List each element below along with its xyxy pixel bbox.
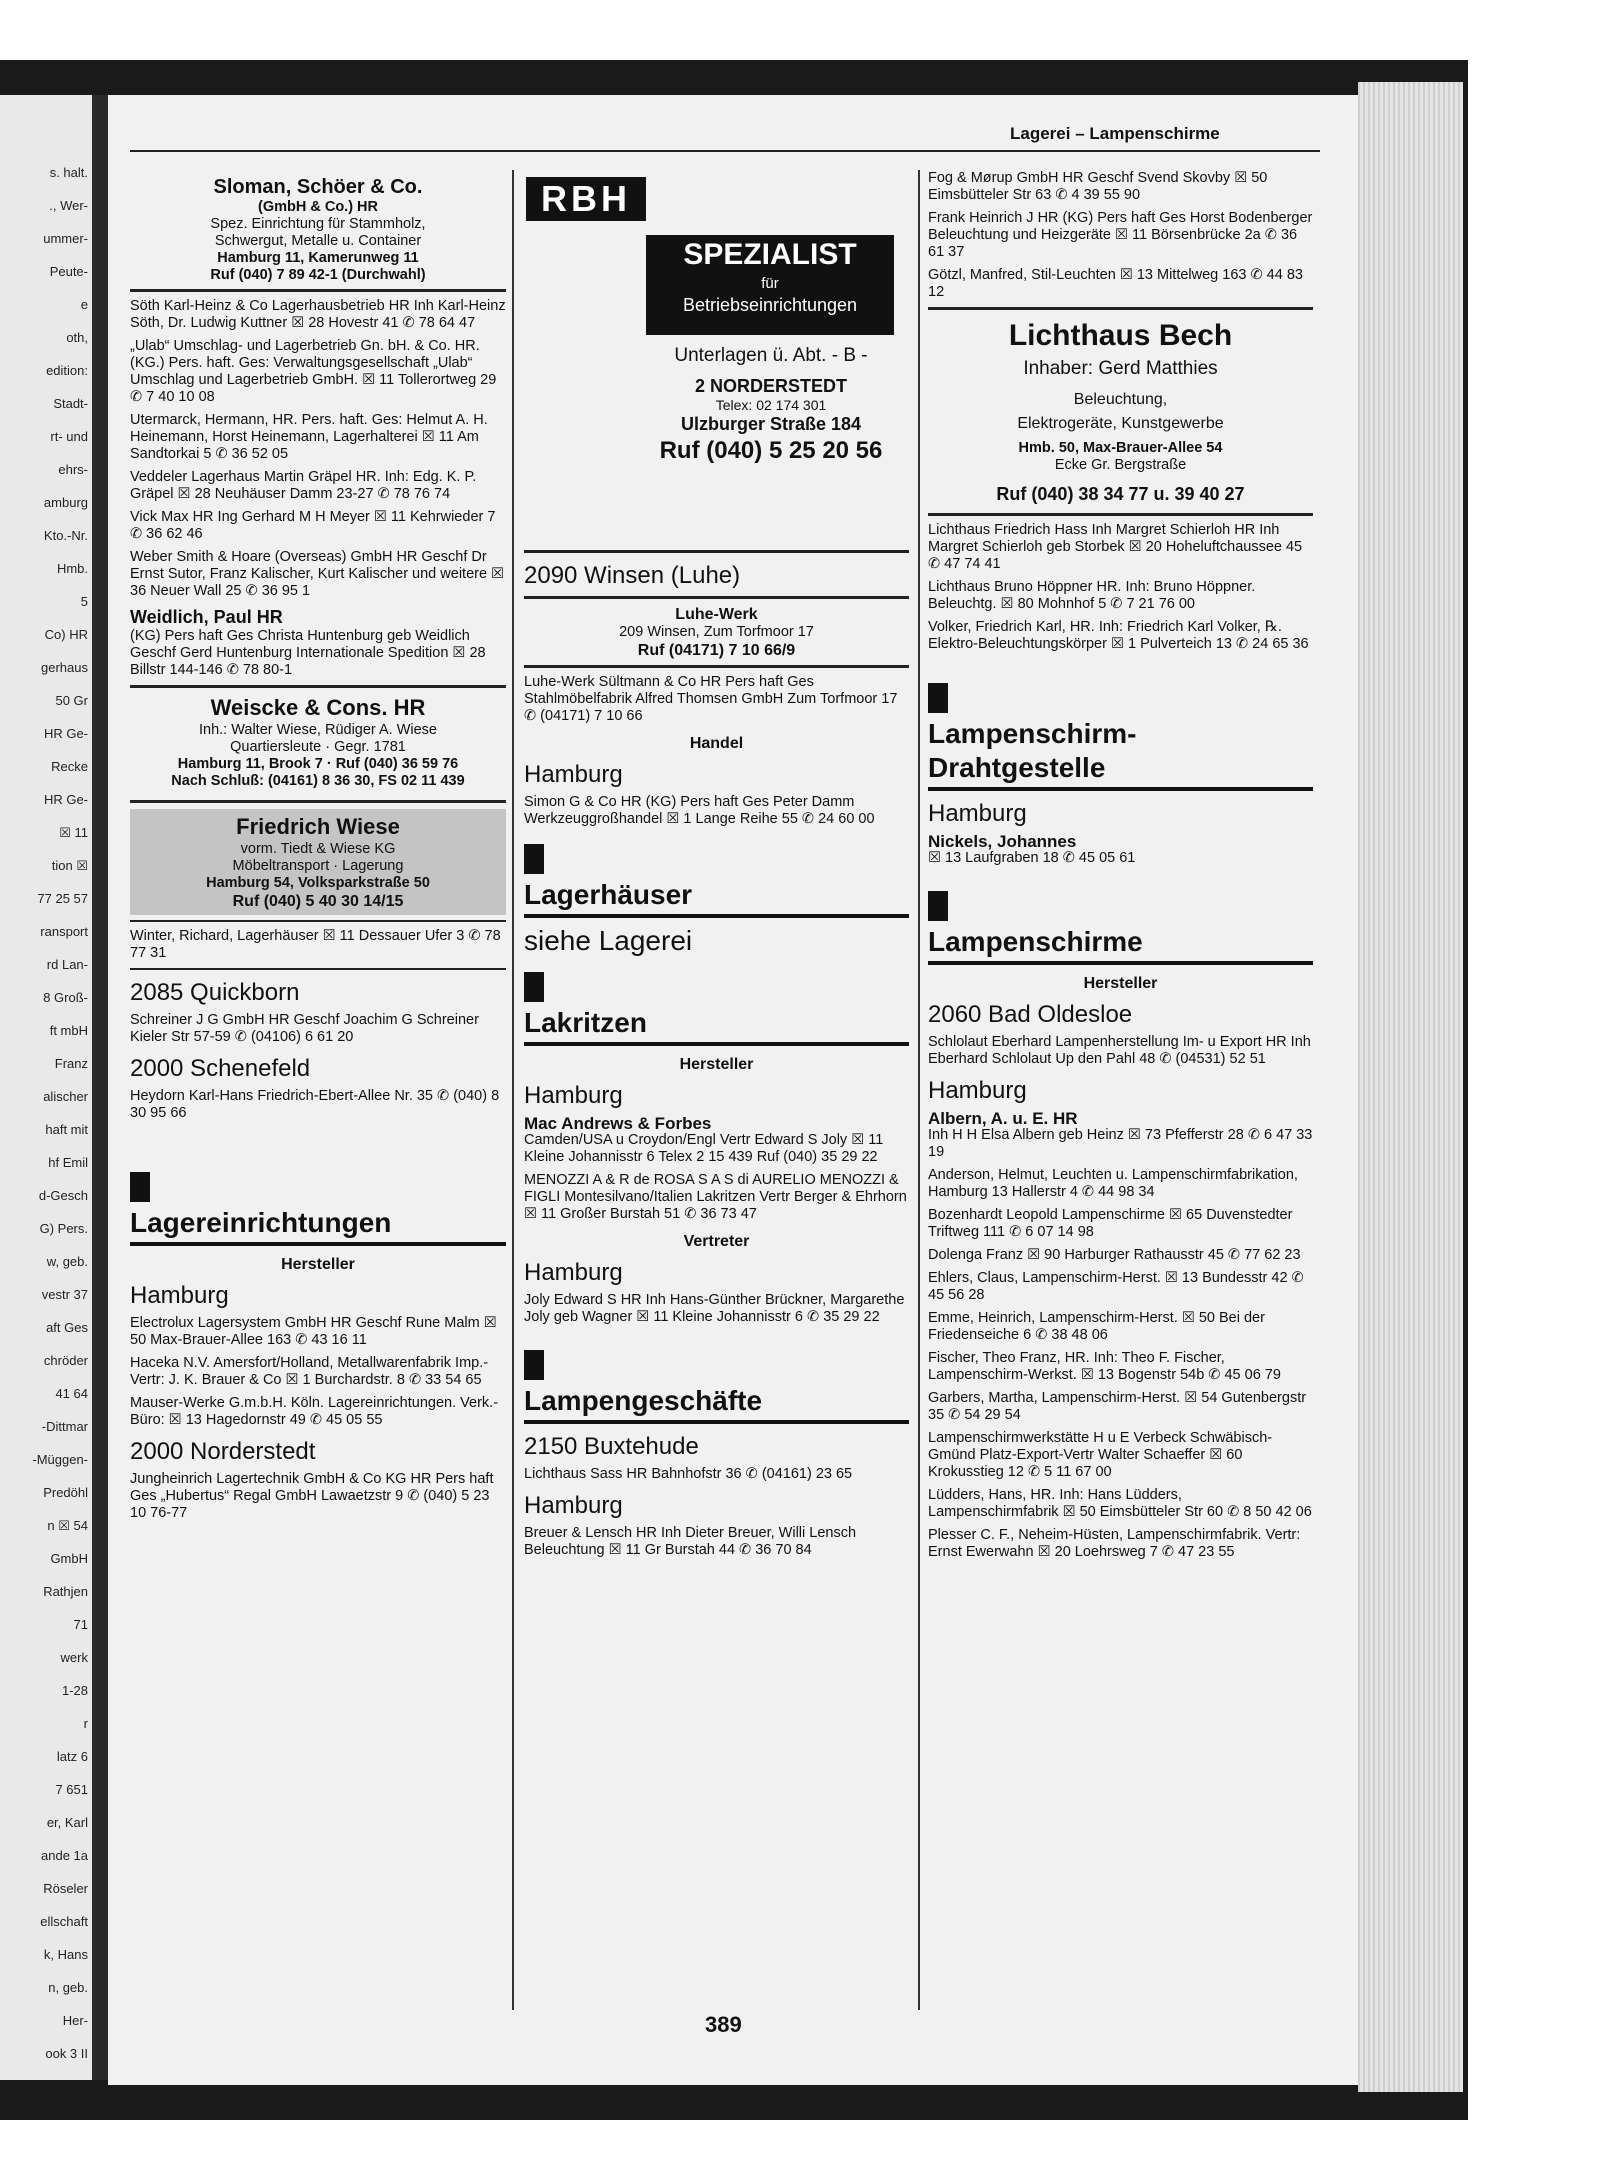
left-page-text-fragment: oth,	[66, 330, 88, 345]
listing-entry: Jungheinrich Lagertechnik GmbH & Co KG HR Pers haft Ges „Hubertus“ Regal GmbH Lawaetzstr 9 ✆ (040) 5 23 10 76-77	[130, 1471, 494, 1521]
category-heading: Lampengeschäfte	[524, 1385, 763, 1416]
listing-entry: Dolenga Franz ☒ 90 Harburger Rathausstr 45 ✆ 77 62 23	[928, 1247, 1301, 1263]
left-page-text-fragment: 50 Gr	[55, 693, 88, 708]
cross-reference: siehe Lagerei	[524, 925, 693, 956]
listing-entry: Electrolux Lagersystem GmbH HR Geschf Rune Malm ☒ 50 Max-Brauer-Allee 163 ✆ 43 16 11	[130, 1315, 497, 1348]
rule	[130, 685, 506, 688]
left-page-text-fragment: -Müggen-	[32, 1452, 88, 1467]
category-marker	[928, 891, 948, 921]
ad-address: 209 Winsen, Zum Torfmoor 17	[619, 624, 814, 640]
listing-entry: Emme, Heinrich, Lampenschirm-Herst. ☒ 50 Bei der Friedenseiche 6 ✆ 38 48 06	[928, 1310, 1265, 1343]
ad-line: für	[761, 275, 779, 292]
category-rule	[130, 1242, 506, 1246]
left-page-text-fragment: n ☒ 54	[47, 1518, 88, 1533]
ad-line: Inhaber: Gerd Matthies	[1023, 358, 1218, 379]
listing-entry: „Ulab“ Umschlag- und Lagerbetrieb Gn. bH. & Co. HR. (KG.) Pers. haft. Ges: Verwaltungsgesellschaft „Ulab“ Umschlag und Lagerbetrieb GmbH. ☒ 11 Tollerortweg 29 ✆ 7 40 10 08	[130, 338, 497, 405]
ad-phone: Ruf (040) 5 25 20 56	[659, 437, 883, 464]
left-page-text-fragment: ., Wer-	[49, 198, 88, 213]
city-heading: 2000 Schenefeld	[130, 1055, 311, 1082]
ad-phone: Ruf (040) 7 89 42-1 (Durchwahl)	[210, 267, 426, 283]
ad-line: Möbeltransport · Lagerung	[232, 858, 404, 874]
column-1	[130, 175, 506, 1528]
listing-entry: Volker, Friedrich Karl, HR. Inh: Friedrich Karl Volker, ℞. Elektro-Beleuchtungskörper ☒ 1 Pulverteich 13 ✆ 24 65 36	[928, 619, 1309, 652]
listing-entry: Schreiner J G GmbH HR Geschf Joachim G Schreiner Kieler Str 57-59 ✆ (04106) 6 61 20	[130, 1012, 479, 1045]
listing-entry: ☒ 13 Laufgraben 18 ✆ 45 05 61	[928, 850, 1136, 866]
left-page-text-fragment: ook 3 II	[45, 2046, 88, 2061]
listing-entry: Plesser C. F., Neheim-Hüsten, Lampenschirmfabrik. Vertr: Ernst Ewerwahn ☒ 20 Loehrsweg 7 ✆ 47 23 55	[928, 1527, 1301, 1560]
category-marker	[130, 1172, 150, 1202]
ad-phone: Hamburg 11, Brook 7 · Ruf (040) 36 59 76	[177, 756, 459, 772]
page-number: 389	[705, 2012, 742, 2037]
left-page-text-fragment: GmbH	[50, 1551, 88, 1566]
left-page-text-fragment: ande 1a	[41, 1848, 88, 1863]
left-page-text-fragment: s. halt.	[49, 165, 88, 180]
ad-line: Schwergut, Metalle u. Container	[214, 233, 422, 249]
rule	[130, 289, 506, 292]
ad-phone: Ruf (040) 38 34 77 u. 39 40 27	[996, 484, 1245, 504]
column-divider	[512, 170, 514, 2010]
left-page-text-fragment: HR Ge-	[43, 792, 88, 807]
left-page-text-fragment: Peute-	[49, 264, 88, 279]
city-heading: 2150 Buxtehude	[524, 1433, 699, 1460]
listing-entry: Anderson, Helmut, Leuchten u. Lampenschirmfabrikation, Hamburg 13 Hallerstr 4 ✆ 44 98 34	[928, 1167, 1298, 1200]
left-page-text-fragment: r	[83, 1716, 88, 1731]
ad-line: Spez. Einrichtung für Stammholz,	[210, 216, 426, 232]
left-page-text-fragment: n, geb.	[48, 1980, 88, 1995]
left-page-text-fragment: ransport	[40, 924, 88, 939]
city-heading: 2060 Bad Oldesloe	[928, 1001, 1133, 1028]
category-heading: Lampenschirm-	[928, 718, 1137, 749]
rbh-spezialist-box	[646, 235, 894, 335]
rule	[928, 513, 1313, 516]
city-heading: 2085 Quickborn	[130, 979, 300, 1006]
listing-entry: Lampenschirmwerkstätte H u E Verbeck Schwäbisch-Gmünd Platz-Export-Vertr Walter Schaeffer ☒ 60 Krokusstieg 12 ✆ 5 11 67 00	[928, 1430, 1273, 1480]
listing-name: Mac Andrews & Forbes	[524, 1114, 712, 1133]
ad-telex: Telex: 02 174 301	[715, 397, 827, 413]
listing-name: Nickels, Johannes	[928, 832, 1077, 851]
category-heading: Drahtgestelle	[928, 752, 1106, 783]
rule	[524, 550, 909, 553]
listing-entry: Mauser-Werke G.m.b.H. Köln. Lagereinrichtungen. Verk.-Büro: ☒ 13 Hagedornstr 49 ✆ 45 05 55	[130, 1395, 499, 1428]
ad-phone: Nach Schluß: (04161) 8 36 30, FS 02 11 439	[171, 773, 465, 789]
rule	[524, 596, 909, 599]
left-page-text-fragment: Kto.-Nr.	[43, 528, 88, 543]
left-page-text-fragment: Rathjen	[43, 1584, 88, 1599]
listing-entry: Lüdders, Hans, HR. Inh: Hans Lüdders, Lampenschirmfabrik ☒ 50 Eimsbütteler Str 60 ✆ 8 50 42 06	[928, 1487, 1312, 1520]
listing-entry: MENOZZI A & R de ROSA S A S di AURELIO MENOZZI & FIGLI Montesilvano/Italien Lakritzen Vertr Berger & Ehrhorn ☒ 11 Großer Burstah 51 ✆ 36 73 47	[524, 1172, 907, 1222]
listing-entry: Lichthaus Sass HR Bahnhofstr 36 ✆ (04161) 23 65	[524, 1466, 853, 1482]
left-page-text-fragment: Röseler	[43, 1881, 88, 1896]
column-3	[928, 170, 1313, 1567]
ad-sloman	[130, 175, 506, 284]
listing-entry: Lichthaus Bruno Höppner HR. Inh: Bruno Höppner. Beleuchtg. ☒ 80 Mohnhof 5 ✆ 7 21 76 00	[928, 579, 1256, 612]
subheading: Handel	[689, 735, 744, 752]
left-page-text-fragment: Franz	[54, 1056, 88, 1071]
category-rule	[928, 961, 1313, 965]
listing-entry: Vick Max HR Ing Gerhard M H Meyer ☒ 11 Kehrwieder 7 ✆ 36 62 46	[130, 509, 496, 542]
left-page-text-fragment: werk	[60, 1650, 88, 1665]
ad-line: vorm. Tiedt & Wiese KG	[240, 841, 396, 857]
left-page-text-fragment: Predöhl	[43, 1485, 88, 1500]
city-heading: Hamburg	[524, 1259, 623, 1286]
category-heading: Lagerhäuser	[524, 879, 693, 910]
ad-address: Ulzburger Straße 184	[680, 414, 862, 434]
listing-entry: Camden/USA u Croydon/Engl Vertr Edward S Joly ☒ 11 Kleine Johannisstr 6 Telex 2 15 439 Ruf (040) 35 29 22	[524, 1132, 884, 1165]
left-page-text-fragment: ft mbH	[49, 1023, 88, 1038]
column-divider	[918, 170, 920, 2010]
listing-entry: Bozenhardt Leopold Lampenschirme ☒ 65 Duvenstedter Triftweg 111 ✆ 6 07 14 98	[928, 1207, 1293, 1240]
category-marker	[928, 683, 948, 713]
listing-entry: Joly Edward S HR Inh Hans-Günther Brückner, Margarethe Joly geb Wagner ☒ 11 Kleine Johannisstr 6 ✆ 35 29 22	[524, 1292, 905, 1325]
category-marker	[524, 844, 544, 874]
ad-wiese	[130, 809, 506, 915]
left-page-text-fragment: rt- und	[50, 429, 88, 444]
listing-entry: Fog & Mørup GmbH HR Geschf Svend Skovby ☒ 50 Eimsbütteler Str 63 ✆ 4 39 55 90	[928, 170, 1268, 203]
left-page-text-fragment: ☒ 11	[59, 825, 88, 840]
listing-entry: Heydorn Karl-Hans Friedrich-Ebert-Allee Nr. 35 ✆ (040) 8 30 95 66	[130, 1088, 500, 1121]
left-page-text-fragment: chröder	[43, 1353, 88, 1368]
ad-line: Beleuchtung,	[1073, 391, 1168, 408]
subheading: Hersteller	[679, 1056, 754, 1073]
left-page-text-fragment: ellschaft	[40, 1914, 88, 1929]
category-heading: Lakritzen	[524, 1007, 647, 1038]
ad-line: Unterlagen ü. Abt. - B -	[674, 345, 868, 366]
subheading: Hersteller	[1083, 975, 1158, 992]
ad-title: Luhe-Werk	[675, 606, 758, 623]
ad-phone: Ruf (040) 5 40 30 14/15	[232, 893, 404, 910]
city-heading: 2090 Winsen (Luhe)	[524, 562, 741, 589]
left-page-text-fragment: edition:	[46, 363, 88, 378]
ad-line: Betriebseinrichtungen	[682, 295, 858, 315]
city-heading: Hamburg	[524, 1082, 623, 1109]
ad-title: Weiscke & Cons. HR	[210, 695, 426, 720]
listing-entry: Fischer, Theo Franz, HR. Inh: Theo F. Fischer, Lampenschirm-Werkst. ☒ 13 Bogenstr 54b ✆ 45 06 79	[928, 1350, 1281, 1383]
left-page-text-fragment: e	[80, 297, 88, 312]
left-page-text-fragment: HR Ge-	[43, 726, 88, 741]
listing-entry: Winter, Richard, Lagerhäuser ☒ 11 Dessauer Ufer 3 ✆ 78 77 31	[130, 928, 501, 961]
listing-entry: Garbers, Martha, Lampenschirm-Herst. ☒ 54 Gutenbergstr 35 ✆ 54 29 54	[928, 1390, 1307, 1423]
left-page-text-fragment: aft Ges	[46, 1320, 88, 1335]
left-page-text-fragment: Hmb.	[56, 561, 88, 576]
ad-line: (GmbH & Co.) HR	[257, 199, 378, 215]
listing-entry: Luhe-Werk Sültmann & Co HR Pers haft Ges Stahlmöbelfabrik Alfred Thomsen GmbH Zum Torfmoor 17 ✆ (04171) 7 10 66	[524, 674, 898, 724]
ad-line: Ecke Gr. Bergstraße	[1054, 457, 1187, 473]
left-page-text-fragment: 41 64	[55, 1386, 88, 1401]
category-rule	[928, 787, 1313, 791]
rule	[928, 307, 1313, 310]
column-2	[524, 175, 909, 1565]
subheading: Vertreter	[683, 1233, 750, 1250]
ad-rbh	[524, 175, 909, 545]
ad-address: Hamburg 54, Volksparkstraße 50	[206, 875, 430, 891]
ad-phone: Ruf (04171) 7 10 66/9	[637, 642, 796, 659]
listing-entry: Götzl, Manfred, Stil-Leuchten ☒ 13 Mittelweg 163 ✆ 44 83 12	[928, 267, 1303, 300]
book-gutter	[92, 95, 108, 2080]
ad-title: Lichthaus Bech	[1008, 319, 1233, 352]
left-page-text-fragment: 5	[80, 594, 88, 609]
left-page-text-fragment: d-Gesch	[38, 1188, 88, 1203]
listing-entry: Inh H H Elsa Albern geb Heinz ☒ 73 Pfefferstr 28 ✆ 6 47 33 19	[928, 1127, 1313, 1160]
listing-entry: Lichthaus Friedrich Hass Inh Margret Schierloh HR Inh Margret Schierloh geb Storbek ☒ 20 Hoheluftchaussee 45 ✆ 47 74 41	[928, 522, 1303, 572]
category-heading: Lagereinrichtungen	[130, 1207, 392, 1238]
running-header: Lagerei – Lampenschirme	[1010, 124, 1220, 143]
ad-title: Sloman, Schöer & Co.	[213, 176, 423, 198]
city-heading: Hamburg	[130, 1282, 229, 1309]
listing-entry: Haceka N.V. Amersfort/Holland, Metallwarenfabrik Imp.-Vertr: J. K. Brauer & Co ☒ 1 Burchardstr. 8 ✆ 33 54 65	[130, 1355, 489, 1388]
ad-weiscke	[130, 694, 506, 790]
ad-luhe-werk	[524, 605, 909, 660]
left-page-text-fragment: Co) HR	[44, 627, 88, 642]
left-page-text-fragment: w, geb.	[46, 1254, 88, 1269]
listing-entry: Söth Karl-Heinz & Co Lagerhausbetrieb HR Inh Karl-Heinz Söth, Dr. Ludwig Kuttner ☒ 28 Hovestr 41 ✆ 78 64 47	[130, 298, 506, 331]
left-page-text-fragment: Her-	[62, 2013, 88, 2028]
header-rule	[130, 150, 1320, 152]
left-page-text-fragment: er, Karl	[46, 1815, 88, 1830]
listing-entry: Breuer & Lensch HR Inh Dieter Breuer, Willi Lensch Beleuchtung ☒ 11 Gr Burstah 44 ✆ 36 70 84	[524, 1525, 857, 1558]
city-heading: Hamburg	[928, 800, 1027, 827]
left-page-text-fragment: amburg	[43, 495, 88, 510]
category-rule	[524, 1042, 909, 1046]
left-page-fragment	[0, 95, 92, 2080]
listing-entry: (KG) Pers haft Ges Christa Huntenburg geb Weidlich Geschf Gerd Huntenburg Internationale Spedition ☒ 28 Billstr 144-146 ✆ 78 80-1	[130, 628, 486, 678]
category-marker	[524, 972, 544, 1002]
ad-line: Quartiersleute · Gegr. 1781	[230, 739, 406, 755]
ad-address: Hamburg 11, Kamerunweg 11	[217, 250, 419, 266]
ad-city: 2 NORDERSTEDT	[694, 376, 847, 396]
rbh-logo: RBH	[526, 177, 646, 221]
listing-entry: Weber Smith & Hoare (Overseas) GmbH HR Geschf Dr Ernst Sutor, Franz Kalischer, Kurt Kalischer und weitere ☒ 36 Neuer Wall 25 ✆ 36 95 1	[130, 549, 505, 599]
left-page-text-fragment: vestr 37	[41, 1287, 88, 1302]
rbh-contact	[646, 343, 896, 467]
left-page-text-fragment: ummer-	[43, 231, 88, 246]
left-page-text-fragment: rd Lan-	[46, 957, 88, 972]
left-page-text-fragment: 71	[73, 1617, 88, 1632]
ad-title: SPEZIALIST	[683, 238, 857, 271]
listing-entry: Utermarck, Hermann, HR. Pers. haft. Ges: Helmut A. H. Heinemann, Horst Heinemann, Lagerhalterei ☒ 11 Am Sandtorkai 5 ✆ 36 52 05	[130, 412, 488, 462]
rule	[130, 920, 506, 922]
listing-entry: Simon G & Co HR (KG) Pers haft Ges Peter Damm Werkzeuggroßhandel ☒ 1 Lange Reihe 55 ✆ 24 60 00	[524, 794, 875, 827]
category-rule	[524, 1420, 909, 1424]
page-edges	[1358, 82, 1463, 2092]
rule	[130, 800, 506, 803]
listing-name: Weidlich, Paul HR	[130, 607, 283, 627]
city-heading: Hamburg	[524, 1492, 623, 1519]
left-page-text-fragment: alischer	[43, 1089, 88, 1104]
ad-address: Hmb. 50, Max-Brauer-Allee 54	[1018, 440, 1223, 456]
listing-entry: Ehlers, Claus, Lampenschirm-Herst. ☒ 13 Bundesstr 42 ✆ 45 56 28	[928, 1270, 1304, 1303]
rule	[130, 968, 506, 970]
left-page-text-fragment: ehrs-	[58, 462, 88, 477]
ad-line: Inh.: Walter Wiese, Rüdiger A. Wiese	[199, 722, 437, 738]
listing-entry: Veddeler Lagerhaus Martin Gräpel HR. Inh: Edg. K. P. Gräpel ☒ 28 Neuhäuser Damm 23-27 ✆ 78 76 74	[130, 469, 477, 502]
left-page-text-fragment: tion ☒	[51, 858, 88, 873]
city-heading: 2000 Norderstedt	[130, 1438, 316, 1465]
left-page-text-fragment: latz 6	[56, 1749, 88, 1764]
left-page-text-fragment: gerhaus	[41, 660, 88, 675]
left-page-text-fragment: Recke	[51, 759, 88, 774]
left-page-text-fragment: Stadt-	[53, 396, 88, 411]
listing-entry: Schlolaut Eberhard Lampenherstellung Im- u Export HR Inh Eberhard Schlolaut Up den Pahl 48 ✆ (04531) 52 51	[928, 1034, 1311, 1067]
left-page-text-fragment: -Dittmar	[41, 1419, 88, 1434]
subheading: Hersteller	[281, 1256, 355, 1273]
category-heading: Lampenschirme	[928, 926, 1143, 957]
left-page-text-fragment: hf Emil	[48, 1155, 88, 1170]
left-page-text-fragment: haft mit	[45, 1122, 88, 1137]
left-page-text-fragment: k, Hans	[43, 1947, 88, 1962]
city-heading: Hamburg	[928, 1077, 1027, 1104]
left-page-text-fragment: 7 651	[55, 1782, 88, 1797]
city-heading: Hamburg	[524, 761, 623, 788]
left-page-text-fragment: G) Pers.	[39, 1221, 88, 1236]
ad-lichthaus-bech	[928, 316, 1313, 508]
category-marker	[524, 1350, 544, 1380]
rule	[524, 665, 909, 668]
left-page-text-fragment: 1-28	[61, 1683, 88, 1698]
left-page-text-fragment: 77 25 57	[37, 891, 88, 906]
listing-entry: Frank Heinrich J HR (KG) Pers haft Ges Horst Bodenberger Beleuchtung und Heizgeräte ☒ 11 Börsenbrücke 2a ✆ 36 61 37	[928, 210, 1313, 260]
listing-name: Albern, A. u. E. HR	[928, 1109, 1078, 1128]
ad-line: Elektrogeräte, Kunstgewerbe	[1017, 415, 1224, 432]
left-page-text-fragment: 8 Groß-	[43, 990, 88, 1005]
category-rule	[524, 914, 909, 918]
ad-title: Friedrich Wiese	[236, 814, 400, 839]
